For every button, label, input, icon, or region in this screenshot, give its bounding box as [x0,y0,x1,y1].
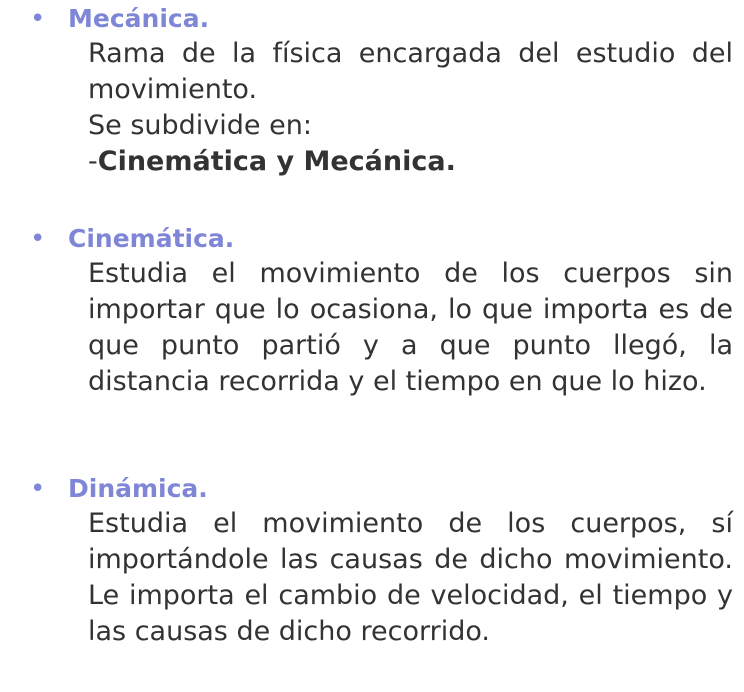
section-heading-row [0,2,744,36]
section-paragraph: Estudia el movimiento de los cuerpos, sí importándole las causas de dicho movimiento. Le importa el cambio de velocidad, el tiempo y las causas de dicho recorrido. [88,508,733,647]
section-paragraph: Estudia el movimiento de los cuerpos sin importar que lo ocasiona, lo que importa es de que punto partió y a que punto llegó, la distancia recorrida y el tiempo en que lo hizo. [88,258,733,397]
subdivision-items: Cinemática y Mecánica. [97,146,456,177]
section-cinematica [0,222,744,400]
subdivision-intro: Se subdivide en: [88,110,312,141]
section-mecanica [0,2,744,180]
subdivision-list [88,144,733,180]
bullet-icon: • [30,4,46,34]
section-heading: Mecánica. [68,4,210,33]
section-paragraph: Rama de la física encargada del estudio del movimiento. [88,38,733,105]
bullet-icon: • [30,474,46,504]
section-heading-row [0,472,744,506]
section-body [88,36,733,180]
section-heading: Cinemática. [68,224,235,253]
subdivision-prefix: - [88,146,98,177]
bullet-icon: • [30,224,46,254]
section-heading-row [0,222,744,256]
section-heading: Dinámica. [68,474,208,503]
section-dinamica [0,472,744,650]
